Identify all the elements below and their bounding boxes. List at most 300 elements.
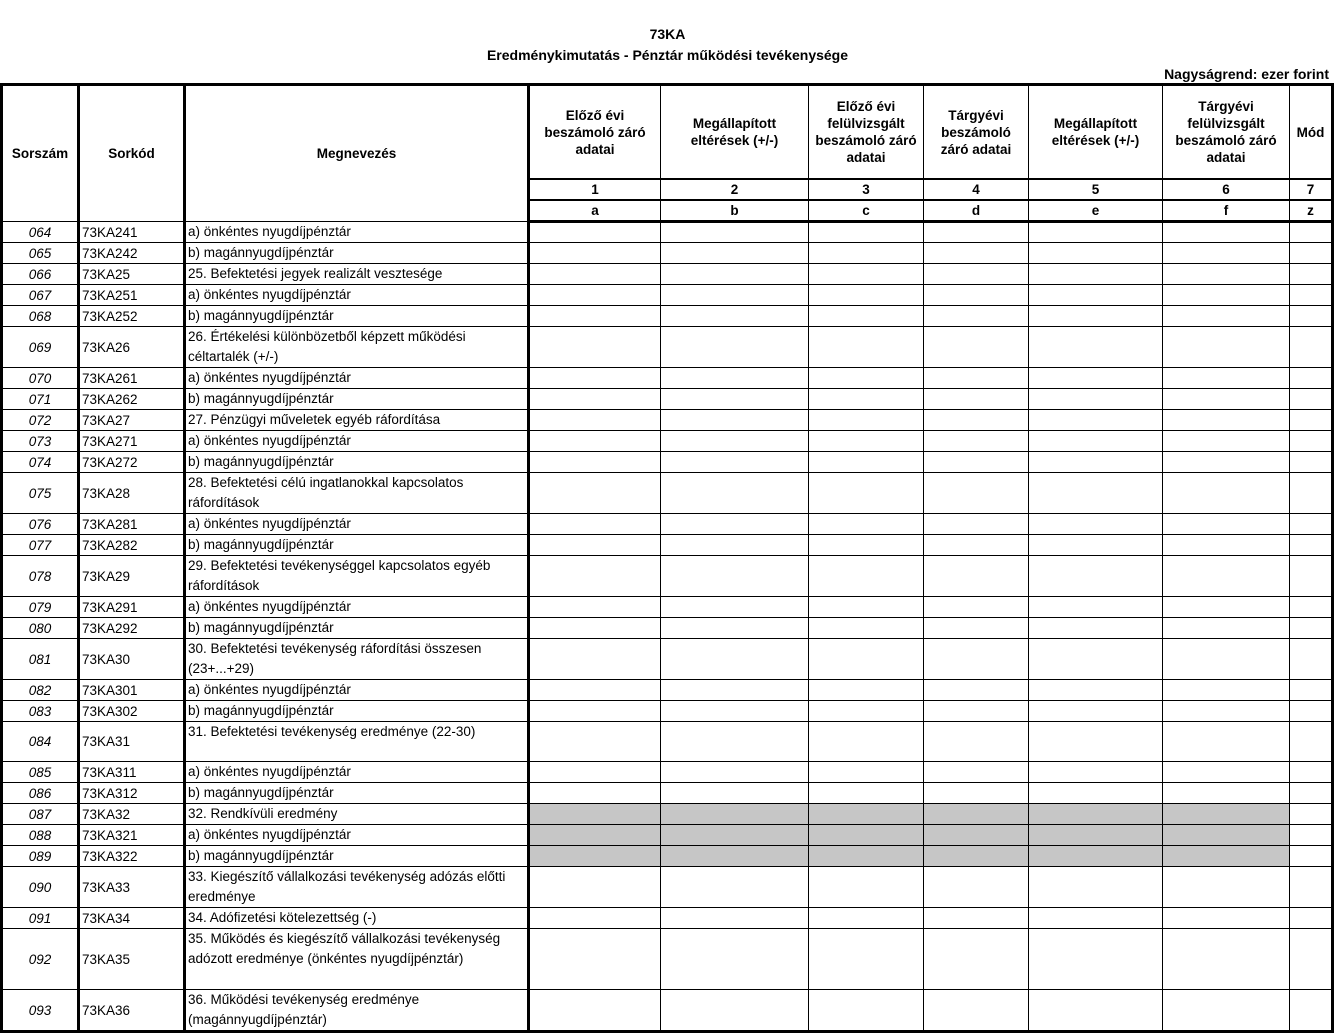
- row-label: 34. Adófizetési kötelezettség (-): [185, 908, 529, 929]
- data-cell-col-2[interactable]: [661, 597, 809, 618]
- row-number: 091: [2, 908, 79, 929]
- data-cell-col-6[interactable]: [1163, 722, 1290, 762]
- data-cell-col-4[interactable]: [924, 990, 1029, 1032]
- data-cell-col-7[interactable]: [1290, 473, 1333, 514]
- data-cell-col-2[interactable]: [661, 535, 809, 556]
- row-label: 25. Befektetési jegyek realizált vesztesége: [185, 264, 529, 285]
- data-cell-col-5[interactable]: [1029, 306, 1163, 327]
- data-cell-col-7[interactable]: [1290, 431, 1333, 452]
- data-cell-col-5[interactable]: [1029, 867, 1163, 908]
- row-label: 26. Értékelési különbözetből képzett működési céltartalék (+/-): [185, 327, 529, 368]
- row-label: a) önkéntes nyugdíjpénztár: [185, 514, 529, 535]
- data-cell-col-1[interactable]: [529, 368, 661, 389]
- data-cell-col-1[interactable]: [529, 867, 661, 908]
- row-label: 29. Befektetési tevékenységgel kapcsolatos egyéb ráfordítások: [185, 556, 529, 597]
- row-code: 73KA31: [79, 722, 185, 762]
- data-cell-col-3[interactable]: [809, 306, 924, 327]
- data-cell-col-7[interactable]: [1290, 535, 1333, 556]
- data-cell-col-2: [661, 804, 809, 825]
- table-row: [2, 285, 1333, 306]
- data-cell-col-3[interactable]: [809, 389, 924, 410]
- data-cell-col-2[interactable]: [661, 639, 809, 680]
- data-cell-col-1[interactable]: [529, 639, 661, 680]
- row-number: 071: [2, 389, 79, 410]
- data-cell-col-7[interactable]: [1290, 452, 1333, 473]
- table-row: [2, 867, 1333, 908]
- data-cell-col-4[interactable]: [924, 701, 1029, 722]
- row-code: 73KA261: [79, 368, 185, 389]
- data-cell-col-3[interactable]: [809, 327, 924, 368]
- data-cell-col-2[interactable]: [661, 222, 809, 243]
- data-cell-col-6[interactable]: [1163, 535, 1290, 556]
- data-cell-col-5[interactable]: [1029, 762, 1163, 783]
- row-code: 73KA272: [79, 452, 185, 473]
- data-cell-col-6[interactable]: [1163, 867, 1290, 908]
- data-cell-col-3[interactable]: [809, 222, 924, 243]
- data-cell-col-6[interactable]: [1163, 701, 1290, 722]
- data-cell-col-6[interactable]: [1163, 243, 1290, 264]
- data-cell-col-2[interactable]: [661, 410, 809, 431]
- data-cell-col-3[interactable]: [809, 990, 924, 1032]
- data-cell-col-2[interactable]: [661, 243, 809, 264]
- row-number: 087: [2, 804, 79, 825]
- row-code: 73KA301: [79, 680, 185, 701]
- data-cell-col-6[interactable]: [1163, 639, 1290, 680]
- row-number: 073: [2, 431, 79, 452]
- table-row: [2, 327, 1333, 368]
- row-number: 069: [2, 327, 79, 368]
- row-number: 081: [2, 639, 79, 680]
- data-cell-col-1[interactable]: [529, 762, 661, 783]
- data-cell-col-1[interactable]: [529, 452, 661, 473]
- data-cell-col-2[interactable]: [661, 990, 809, 1032]
- row-label: b) magánnyugdíjpénztár: [185, 618, 529, 639]
- table-row: [2, 368, 1333, 389]
- data-cell-col-4[interactable]: [924, 762, 1029, 783]
- data-cell-col-6[interactable]: [1163, 762, 1290, 783]
- data-cell-col-2[interactable]: [661, 285, 809, 306]
- data-cell-col-7[interactable]: [1290, 680, 1333, 701]
- data-cell-col-3[interactable]: [809, 618, 924, 639]
- data-cell-col-4[interactable]: [924, 722, 1029, 762]
- data-cell-col-3[interactable]: [809, 722, 924, 762]
- data-cell-col-1[interactable]: [529, 908, 661, 929]
- row-number: 067: [2, 285, 79, 306]
- table-row: [2, 264, 1333, 285]
- data-cell-col-1[interactable]: [529, 410, 661, 431]
- data-cell-col-7[interactable]: [1290, 867, 1333, 908]
- header-num-1: 1: [529, 179, 661, 200]
- data-cell-col-6[interactable]: [1163, 680, 1290, 701]
- data-cell-col-6[interactable]: [1163, 368, 1290, 389]
- row-label: 30. Befektetési tevékenység ráfordítási összesen (23+...+29): [185, 639, 529, 680]
- data-cell-col-3[interactable]: [809, 264, 924, 285]
- data-cell-col-4[interactable]: [924, 410, 1029, 431]
- data-cell-col-7[interactable]: [1290, 368, 1333, 389]
- row-code: 73KA33: [79, 867, 185, 908]
- data-cell-col-3[interactable]: [809, 285, 924, 306]
- data-cell-col-4[interactable]: [924, 306, 1029, 327]
- row-code: 73KA282: [79, 535, 185, 556]
- data-cell-col-3[interactable]: [809, 929, 924, 990]
- data-cell-col-6[interactable]: [1163, 327, 1290, 368]
- row-number: 089: [2, 846, 79, 867]
- row-label: b) magánnyugdíjpénztár: [185, 701, 529, 722]
- row-label: b) magánnyugdíjpénztár: [185, 306, 529, 327]
- data-cell-col-5[interactable]: [1029, 243, 1163, 264]
- data-cell-col-4[interactable]: [924, 618, 1029, 639]
- row-label: b) magánnyugdíjpénztár: [185, 535, 529, 556]
- header-num-3: 3: [809, 179, 924, 200]
- data-cell-col-3[interactable]: [809, 867, 924, 908]
- data-cell-col-1[interactable]: [529, 556, 661, 597]
- table-row: [2, 804, 1333, 825]
- data-cell-col-6[interactable]: [1163, 990, 1290, 1032]
- data-cell-col-6[interactable]: [1163, 264, 1290, 285]
- data-cell-col-5: [1029, 846, 1163, 867]
- data-cell-col-2[interactable]: [661, 680, 809, 701]
- data-cell-col-5[interactable]: [1029, 929, 1163, 990]
- data-cell-col-7[interactable]: [1290, 556, 1333, 597]
- row-label: 33. Kiegészítő vállalkozási tevékenység adózás előtti eredménye: [185, 867, 529, 908]
- data-cell-col-5[interactable]: [1029, 597, 1163, 618]
- row-label: a) önkéntes nyugdíjpénztár: [185, 825, 529, 846]
- header-num-7: 7: [1290, 179, 1333, 200]
- data-cell-col-4[interactable]: [924, 222, 1029, 243]
- header-col-6: Tárgyévi felülvizsgált beszámoló záró adatai: [1163, 85, 1290, 180]
- data-cell-col-4[interactable]: [924, 535, 1029, 556]
- data-cell-col-4[interactable]: [924, 867, 1029, 908]
- data-cell-col-6[interactable]: [1163, 306, 1290, 327]
- data-cell-col-5[interactable]: [1029, 389, 1163, 410]
- data-cell-col-5[interactable]: [1029, 222, 1163, 243]
- data-cell-col-4[interactable]: [924, 783, 1029, 804]
- data-cell-col-6[interactable]: [1163, 452, 1290, 473]
- data-cell-col-3[interactable]: [809, 368, 924, 389]
- row-code: 73KA262: [79, 389, 185, 410]
- data-cell-col-4: [924, 825, 1029, 846]
- data-cell-col-3[interactable]: [809, 452, 924, 473]
- data-cell-col-3[interactable]: [809, 556, 924, 597]
- data-cell-col-1[interactable]: [529, 929, 661, 990]
- data-cell-col-1[interactable]: [529, 701, 661, 722]
- data-cell-col-2[interactable]: [661, 867, 809, 908]
- data-cell-col-6[interactable]: [1163, 929, 1290, 990]
- data-cell-col-6[interactable]: [1163, 908, 1290, 929]
- data-cell-col-6[interactable]: [1163, 431, 1290, 452]
- header-col-3: Előző évi felülvizsgált beszámoló záró adatai: [809, 85, 924, 180]
- data-cell-col-2[interactable]: [661, 762, 809, 783]
- data-cell-col-2[interactable]: [661, 783, 809, 804]
- table-row: [2, 618, 1333, 639]
- data-cell-col-7[interactable]: [1290, 264, 1333, 285]
- data-cell-col-7[interactable]: [1290, 597, 1333, 618]
- data-cell-col-5[interactable]: [1029, 556, 1163, 597]
- data-cell-col-4[interactable]: [924, 680, 1029, 701]
- data-cell-col-7[interactable]: [1290, 846, 1333, 867]
- table-row: [2, 680, 1333, 701]
- data-cell-col-3[interactable]: [809, 908, 924, 929]
- row-code: 73KA311: [79, 762, 185, 783]
- data-cell-col-1[interactable]: [529, 431, 661, 452]
- data-cell-col-7[interactable]: [1290, 389, 1333, 410]
- data-cell-col-5[interactable]: [1029, 473, 1163, 514]
- data-cell-col-6[interactable]: [1163, 389, 1290, 410]
- data-cell-col-3[interactable]: [809, 783, 924, 804]
- row-number: 072: [2, 410, 79, 431]
- row-label: 31. Befektetési tevékenység eredménye (22-30): [185, 722, 529, 762]
- row-number: 078: [2, 556, 79, 597]
- data-cell-col-3[interactable]: [809, 514, 924, 535]
- row-number: 090: [2, 867, 79, 908]
- data-cell-col-2[interactable]: [661, 701, 809, 722]
- data-cell-col-1[interactable]: [529, 306, 661, 327]
- data-cell-col-2[interactable]: [661, 389, 809, 410]
- data-cell-col-5[interactable]: [1029, 618, 1163, 639]
- header-letter-f: f: [1163, 200, 1290, 222]
- table-row: [2, 222, 1333, 243]
- data-cell-col-1[interactable]: [529, 990, 661, 1032]
- row-number: 079: [2, 597, 79, 618]
- data-cell-col-2[interactable]: [661, 618, 809, 639]
- row-code: 73KA36: [79, 990, 185, 1032]
- data-cell-col-7[interactable]: [1290, 762, 1333, 783]
- data-cell-col-3[interactable]: [809, 535, 924, 556]
- data-cell-col-2[interactable]: [661, 327, 809, 368]
- row-code: 73KA35: [79, 929, 185, 990]
- data-cell-col-4[interactable]: [924, 389, 1029, 410]
- data-cell-col-5[interactable]: [1029, 680, 1163, 701]
- data-cell-col-1[interactable]: [529, 535, 661, 556]
- report-title: Eredménykimutatás - Pénztár működési tevékenysége: [486, 47, 849, 63]
- data-cell-col-4[interactable]: [924, 929, 1029, 990]
- data-cell-col-3: [809, 804, 924, 825]
- row-label: a) önkéntes nyugdíjpénztár: [185, 597, 529, 618]
- row-code: 73KA242: [79, 243, 185, 264]
- row-code: 73KA27: [79, 410, 185, 431]
- data-cell-col-7[interactable]: [1290, 825, 1333, 846]
- data-cell-col-1[interactable]: [529, 473, 661, 514]
- table-row: [2, 535, 1333, 556]
- data-cell-col-5[interactable]: [1029, 990, 1163, 1032]
- data-cell-col-1[interactable]: [529, 680, 661, 701]
- data-cell-col-5[interactable]: [1029, 285, 1163, 306]
- data-cell-col-1[interactable]: [529, 783, 661, 804]
- row-label: b) magánnyugdíjpénztár: [185, 243, 529, 264]
- row-label: a) önkéntes nyugdíjpénztár: [185, 222, 529, 243]
- data-cell-col-6[interactable]: [1163, 618, 1290, 639]
- data-cell-col-1[interactable]: [529, 222, 661, 243]
- data-cell-col-3[interactable]: [809, 243, 924, 264]
- data-cell-col-5[interactable]: [1029, 327, 1163, 368]
- data-cell-col-4[interactable]: [924, 908, 1029, 929]
- table-row: [2, 908, 1333, 929]
- data-cell-col-6[interactable]: [1163, 556, 1290, 597]
- data-cell-col-5[interactable]: [1029, 368, 1163, 389]
- row-label: 28. Befektetési célú ingatlanokkal kapcsolatos ráfordítások: [185, 473, 529, 514]
- data-cell-col-7[interactable]: [1290, 639, 1333, 680]
- row-number: 082: [2, 680, 79, 701]
- data-cell-col-6[interactable]: [1163, 514, 1290, 535]
- data-cell-col-1[interactable]: [529, 722, 661, 762]
- data-cell-col-2[interactable]: [661, 908, 809, 929]
- data-cell-col-5[interactable]: [1029, 639, 1163, 680]
- data-cell-col-7[interactable]: [1290, 222, 1333, 243]
- data-cell-col-2[interactable]: [661, 473, 809, 514]
- row-code: 73KA26: [79, 327, 185, 368]
- data-cell-col-2[interactable]: [661, 452, 809, 473]
- data-cell-col-6[interactable]: [1163, 285, 1290, 306]
- data-cell-col-1[interactable]: [529, 597, 661, 618]
- data-cell-col-2[interactable]: [661, 722, 809, 762]
- row-code: 73KA30: [79, 639, 185, 680]
- data-cell-col-5[interactable]: [1029, 908, 1163, 929]
- data-cell-col-7[interactable]: [1290, 243, 1333, 264]
- data-cell-col-2[interactable]: [661, 264, 809, 285]
- data-cell-col-5[interactable]: [1029, 783, 1163, 804]
- table-row: [2, 846, 1333, 867]
- data-cell-col-2[interactable]: [661, 306, 809, 327]
- header-col-1: Előző évi beszámoló záró adatai: [529, 85, 661, 180]
- header-letter-z: z: [1290, 200, 1333, 222]
- data-cell-col-2[interactable]: [661, 368, 809, 389]
- data-cell-col-3[interactable]: [809, 410, 924, 431]
- data-cell-col-4[interactable]: [924, 639, 1029, 680]
- row-code: 73KA34: [79, 908, 185, 929]
- data-cell-col-5[interactable]: [1029, 535, 1163, 556]
- row-code: 73KA322: [79, 846, 185, 867]
- data-cell-col-3[interactable]: [809, 762, 924, 783]
- data-cell-col-1[interactable]: [529, 618, 661, 639]
- data-cell-col-5[interactable]: [1029, 431, 1163, 452]
- data-cell-col-1[interactable]: [529, 327, 661, 368]
- data-cell-col-7[interactable]: [1290, 783, 1333, 804]
- row-code: 73KA302: [79, 701, 185, 722]
- table-row: [2, 701, 1333, 722]
- row-label: b) magánnyugdíjpénztár: [185, 783, 529, 804]
- data-cell-col-7[interactable]: [1290, 908, 1333, 929]
- data-cell-col-7[interactable]: [1290, 410, 1333, 431]
- row-number: 084: [2, 722, 79, 762]
- data-cell-col-4[interactable]: [924, 597, 1029, 618]
- row-label: 36. Működési tevékenység eredménye (magánnyugdíjpénztár): [185, 990, 529, 1032]
- data-cell-col-6[interactable]: [1163, 222, 1290, 243]
- data-cell-col-1[interactable]: [529, 285, 661, 306]
- data-cell-col-6[interactable]: [1163, 410, 1290, 431]
- data-cell-col-5[interactable]: [1029, 452, 1163, 473]
- data-cell-col-4[interactable]: [924, 243, 1029, 264]
- header-sorszam: Sorszám: [2, 85, 79, 222]
- data-cell-col-2[interactable]: [661, 514, 809, 535]
- row-code: 73KA321: [79, 825, 185, 846]
- data-cell-col-4[interactable]: [924, 264, 1029, 285]
- data-cell-col-5[interactable]: [1029, 701, 1163, 722]
- data-cell-col-5[interactable]: [1029, 410, 1163, 431]
- data-cell-col-4[interactable]: [924, 368, 1029, 389]
- data-cell-col-3[interactable]: [809, 597, 924, 618]
- data-cell-col-7[interactable]: [1290, 929, 1333, 990]
- data-cell-col-7[interactable]: [1290, 804, 1333, 825]
- data-cell-col-3[interactable]: [809, 639, 924, 680]
- data-cell-col-4[interactable]: [924, 556, 1029, 597]
- row-label: a) önkéntes nyugdíjpénztár: [185, 431, 529, 452]
- table-row: [2, 722, 1333, 762]
- data-cell-col-5[interactable]: [1029, 514, 1163, 535]
- row-code: 73KA312: [79, 783, 185, 804]
- data-cell-col-2[interactable]: [661, 556, 809, 597]
- data-cell-col-4[interactable]: [924, 452, 1029, 473]
- data-cell-col-1[interactable]: [529, 243, 661, 264]
- data-cell-col-7[interactable]: [1290, 618, 1333, 639]
- data-cell-col-6: [1163, 846, 1290, 867]
- data-cell-col-5[interactable]: [1029, 722, 1163, 762]
- header-megnevezes: Megnevezés: [185, 85, 529, 222]
- row-label: 27. Pénzügyi műveletek egyéb ráfordítása: [185, 410, 529, 431]
- data-cell-col-4[interactable]: [924, 514, 1029, 535]
- data-cell-col-7[interactable]: [1290, 701, 1333, 722]
- row-number: 068: [2, 306, 79, 327]
- data-cell-col-6[interactable]: [1163, 473, 1290, 514]
- data-cell-col-4: [924, 846, 1029, 867]
- row-code: 73KA25: [79, 264, 185, 285]
- table-row: [2, 514, 1333, 535]
- row-label: b) magánnyugdíjpénztár: [185, 846, 529, 867]
- header-col-7: Mód: [1290, 85, 1333, 180]
- table-row: [2, 306, 1333, 327]
- data-cell-col-7[interactable]: [1290, 514, 1333, 535]
- data-cell-col-2[interactable]: [661, 431, 809, 452]
- data-cell-col-7[interactable]: [1290, 990, 1333, 1032]
- row-label: b) magánnyugdíjpénztár: [185, 452, 529, 473]
- data-cell-col-2: [661, 846, 809, 867]
- row-label: a) önkéntes nyugdíjpénztár: [185, 762, 529, 783]
- data-cell-col-1[interactable]: [529, 389, 661, 410]
- unit-label: Nagyságrend: ezer forint: [1164, 66, 1329, 82]
- data-cell-col-5[interactable]: [1029, 264, 1163, 285]
- data-cell-col-6: [1163, 804, 1290, 825]
- data-cell-col-6[interactable]: [1163, 597, 1290, 618]
- data-cell-col-3[interactable]: [809, 680, 924, 701]
- data-cell-col-7[interactable]: [1290, 722, 1333, 762]
- data-cell-col-4[interactable]: [924, 431, 1029, 452]
- row-number: 093: [2, 990, 79, 1032]
- data-cell-col-7[interactable]: [1290, 285, 1333, 306]
- data-cell-col-7[interactable]: [1290, 306, 1333, 327]
- data-cell-col-3[interactable]: [809, 473, 924, 514]
- table-row: [2, 825, 1333, 846]
- row-code: 73KA292: [79, 618, 185, 639]
- data-cell-col-1: [529, 825, 661, 846]
- header-col-5: Megállapított eltérések (+/-): [1029, 85, 1163, 180]
- data-cell-col-6[interactable]: [1163, 783, 1290, 804]
- row-number: 066: [2, 264, 79, 285]
- row-code: 73KA32: [79, 804, 185, 825]
- data-cell-col-4[interactable]: [924, 327, 1029, 368]
- data-cell-col-4[interactable]: [924, 473, 1029, 514]
- row-number: 077: [2, 535, 79, 556]
- data-cell-col-4[interactable]: [924, 285, 1029, 306]
- data-cell-col-5: [1029, 804, 1163, 825]
- row-number: 080: [2, 618, 79, 639]
- data-cell-col-3[interactable]: [809, 701, 924, 722]
- data-cell-col-3[interactable]: [809, 431, 924, 452]
- table-row: [2, 597, 1333, 618]
- data-cell-col-7[interactable]: [1290, 327, 1333, 368]
- data-cell-col-4: [924, 804, 1029, 825]
- data-cell-col-1[interactable]: [529, 264, 661, 285]
- data-cell-col-1[interactable]: [529, 514, 661, 535]
- data-cell-col-2[interactable]: [661, 929, 809, 990]
